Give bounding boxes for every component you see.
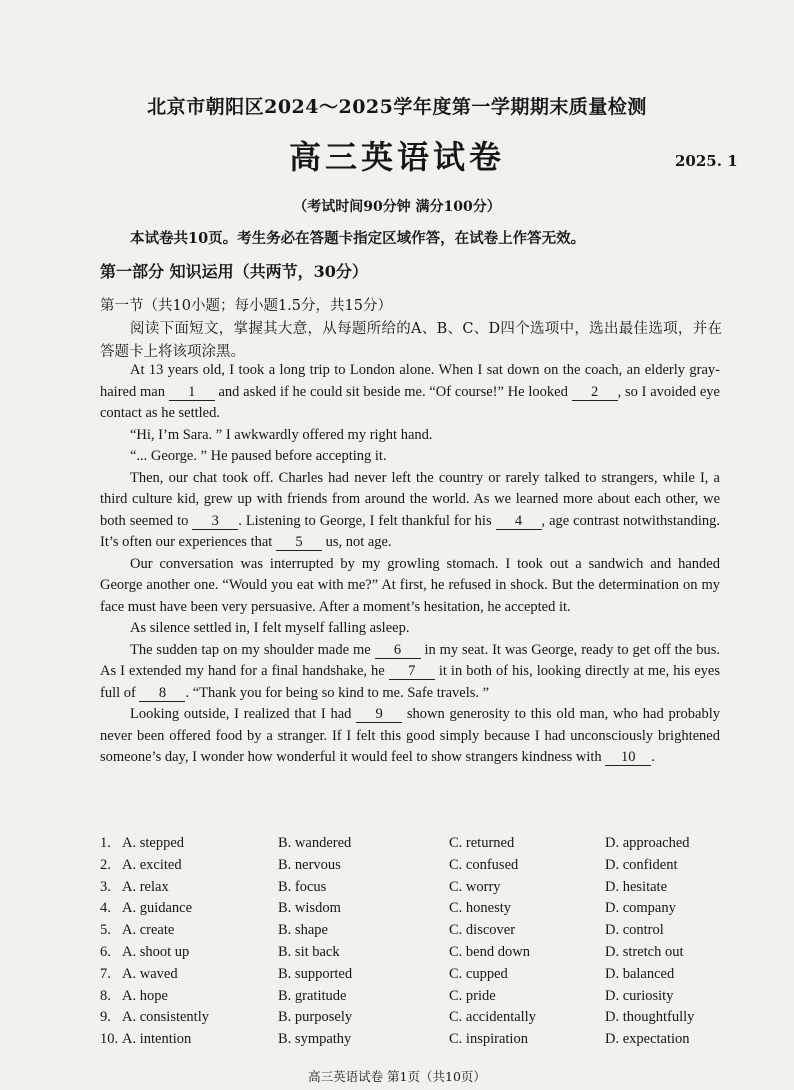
passage-text: . “Thank you for being so kind to me. Safe travels. ” (185, 684, 490, 701)
exam-date: 2025. 1 (675, 152, 738, 170)
passage-text: Then, our chat took off. Charles had never left the country or rarely talked to strangers, while I, a third culture kid, grew up with friends from around the world. As we learned more about each other, we both seemed to (100, 469, 720, 529)
time-note: （考试时间90分钟 满分100分） (293, 199, 501, 215)
passage-text: and asked if he could sit beside me. “Of course!” He looked (214, 383, 572, 400)
section-title: 第一节（共10小题；每小题1.5分，共15分） (100, 298, 392, 314)
passage-paragraph: “... George. ” He paused before accepting it. (130, 448, 387, 464)
option-b: B. sympathy (278, 1031, 352, 1048)
option-d: D. approached (605, 835, 690, 851)
option-b: B. wandered (278, 835, 352, 851)
passage-text: it in both of his, looking directly at me, his eyes full of (100, 663, 720, 701)
passage-paragraph: Our conversation was interrupted by my growling stomach. I took out a sandwich and handed George another one. “Would you eat with me?” At first, he refused in shock. But the determination on my face must have been very persuasive. After a moment’s hesitation, he accepted it. (100, 555, 720, 615)
option-c: C. bend down (449, 943, 530, 960)
question-number: 9. (100, 1009, 111, 1026)
section-directions: 阅读下面短文，掌握其大意，从每题所给的A、B、C、D四个选项中，选出最佳选项，并在答题卡上将该项涂黑。 (100, 321, 722, 360)
passage-text: us, not age. (321, 534, 392, 550)
option-b: B. purposely (278, 1009, 353, 1026)
question-number: 2. (100, 856, 111, 873)
option-b: B. supported (278, 965, 353, 982)
passage-paragraph: “Hi, I’m Sara. ” I awkwardly offered my right hand. (130, 426, 433, 443)
passage-text: At 13 years old, I took a long trip to London alone. When I sat down on the coach, an elderly gray-haired man (100, 362, 720, 400)
option-b: B. sit back (278, 943, 340, 960)
cloze-blank: 9 (356, 706, 402, 723)
cloze-blank: 8 (139, 685, 185, 702)
question-number: 3. (100, 878, 111, 895)
option-d: D. stretch out (605, 943, 684, 960)
passage-text: . Listening to George, I felt thankful for his (238, 512, 496, 529)
option-d: D. expectation (605, 1031, 690, 1048)
option-a: A. excited (122, 856, 182, 873)
option-a: A. guidance (122, 900, 193, 917)
option-a: A. consistently (122, 1009, 209, 1026)
passage-text: Looking outside, I realized that I had (130, 706, 357, 722)
passage-paragraph (100, 468, 720, 554)
answer-options (100, 835, 740, 1053)
option-c: C. returned (449, 835, 515, 851)
passage-paragraph (100, 704, 720, 769)
cloze-blank: 4 (496, 513, 542, 530)
option-d: D. thoughtfully (605, 1009, 695, 1026)
cloze-blank: 2 (572, 384, 618, 401)
option-d: D. company (605, 900, 676, 917)
option-row (100, 857, 740, 879)
passage-text: . (651, 749, 655, 765)
option-d: D. confident (605, 856, 678, 873)
cloze-blank: 1 (169, 384, 215, 401)
option-a: A. waved (122, 965, 178, 982)
option-d: D. hesitate (605, 878, 668, 895)
passage-text: The sudden tap on my shoulder made me (130, 641, 375, 658)
passage-text: in my seat. It was George, ready to get off the bus. As I extended my hand for a final handshake, he (100, 641, 720, 679)
option-row (100, 922, 740, 944)
option-c: C. cupped (449, 965, 508, 982)
passage-text: shown generosity to this old man, who had probably never been offered food by a stranger. If I felt this good simply because I had unconsciously brightened someone’s day, I wonder how wonderful it would feel to show strangers kindness with (100, 706, 720, 765)
option-c: C. confused (449, 856, 519, 873)
option-a: A. stepped (122, 835, 185, 851)
option-row (100, 879, 740, 901)
exam-title: 北京市朝阳区2024～2025学年度第一学期期末质量检测 (147, 96, 647, 118)
passage-paragraph: As silence settled in, I felt myself falling asleep. (130, 620, 410, 636)
cloze-blank: 7 (389, 663, 435, 680)
option-a: A. create (122, 922, 175, 939)
cloze-blank: 6 (375, 642, 421, 659)
option-b: B. focus (278, 878, 327, 895)
option-c: C. worry (449, 878, 501, 895)
question-number: 8. (100, 987, 111, 1004)
option-row (100, 1009, 740, 1031)
option-c: C. discover (449, 922, 516, 939)
option-b: B. shape (278, 922, 328, 939)
question-number: 1. (100, 835, 111, 851)
option-a: A. relax (122, 878, 169, 895)
option-c: C. accidentally (449, 1009, 536, 1026)
option-b: B. gratitude (278, 987, 347, 1004)
question-number: 6. (100, 943, 111, 960)
passage-paragraph (100, 360, 720, 425)
cloze-passage (100, 360, 720, 769)
option-row (100, 1031, 740, 1053)
question-number: 5. (100, 922, 111, 939)
option-row (100, 900, 740, 922)
option-c: C. inspiration (449, 1031, 528, 1048)
cloze-blank: 5 (276, 534, 322, 551)
passage-text: , so I avoided eye contact as he settled. (100, 383, 720, 421)
part-title: 第一部分 知识运用（共两节，30分） (100, 262, 368, 281)
question-number: 10. (100, 1031, 119, 1048)
option-d: D. control (605, 922, 664, 939)
option-d: D. curiosity (605, 987, 674, 1004)
cloze-blank: 3 (192, 513, 238, 530)
option-c: C. honesty (449, 900, 512, 917)
option-row (100, 966, 740, 988)
option-a: A. hope (122, 987, 168, 1004)
question-number: 7. (100, 965, 111, 982)
subject-title: 高三英语试卷 (288, 138, 505, 176)
question-number: 4. (100, 900, 111, 917)
option-c: C. pride (449, 987, 496, 1004)
cloze-blank: 10 (605, 749, 651, 766)
option-a: A. intention (122, 1031, 192, 1048)
exam-instruction: 本试卷共10页。考生务必在答题卡指定区域作答，在试卷上作答无效。 (130, 230, 586, 247)
passage-text: , age contrast notwithstanding. It’s often our experiences that (100, 512, 720, 550)
option-row (100, 944, 740, 966)
option-row (100, 835, 740, 857)
page-footer: 高三英语试卷 第1页（共10页） (308, 1069, 486, 1084)
option-b: B. nervous (278, 856, 341, 873)
option-b: B. wisdom (278, 900, 341, 917)
passage-paragraph (100, 640, 720, 705)
option-a: A. shoot up (122, 943, 190, 960)
option-row (100, 988, 740, 1010)
option-d: D. balanced (605, 965, 675, 982)
